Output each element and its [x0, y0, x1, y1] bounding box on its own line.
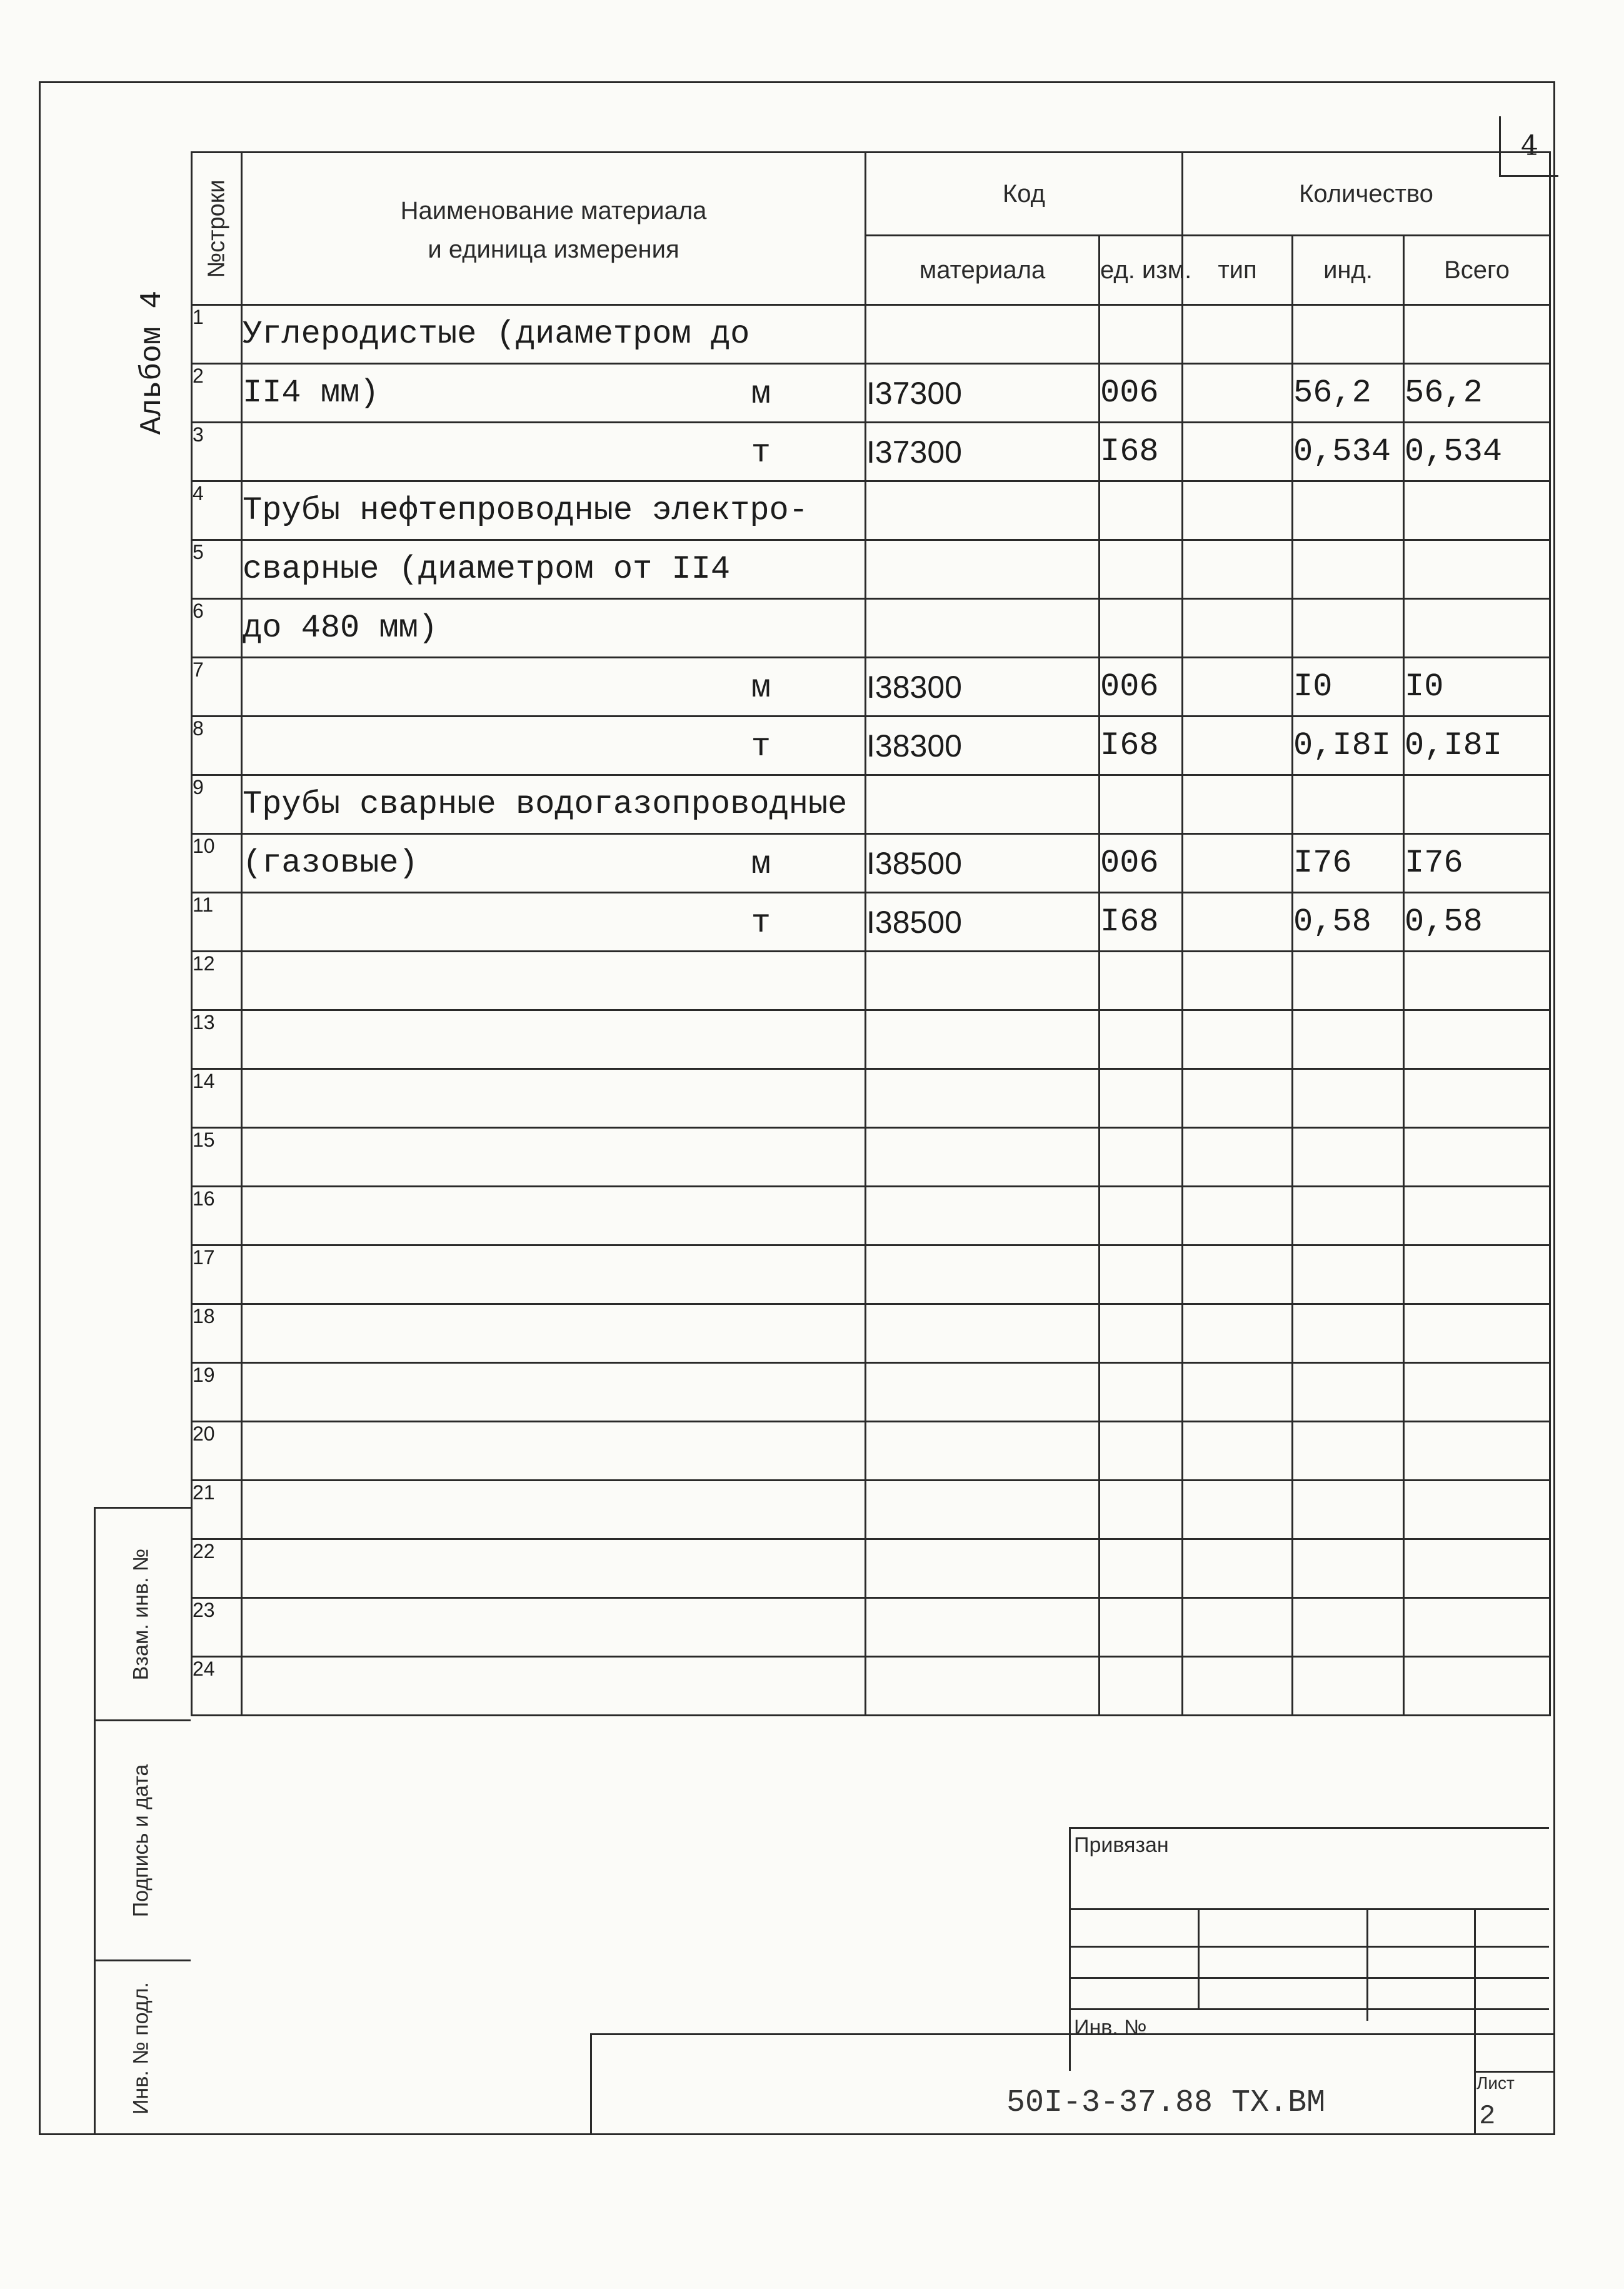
material-name-text: Трубы сварные водогазопроводные — [243, 786, 848, 823]
material-code-cell — [866, 1657, 1100, 1716]
type-cell — [1183, 1304, 1293, 1363]
row-number-cell: 5 — [192, 540, 242, 599]
stamp-line-3 — [1069, 1977, 1549, 1979]
total-cell: 56,2 — [1404, 364, 1550, 423]
side-label-replace-inv: Взам. инв. № — [129, 1548, 153, 1680]
unit-code-cell — [1100, 305, 1183, 364]
total-cell: I0 — [1404, 658, 1550, 717]
unit-code-cell — [1100, 952, 1183, 1010]
unit-text: м — [751, 846, 771, 883]
table-row — [192, 775, 1550, 834]
material-code-header: материала — [866, 236, 1100, 305]
type-cell — [1183, 1657, 1293, 1716]
row-number-cell: 2 — [192, 364, 242, 423]
material-name-cell — [242, 1245, 866, 1304]
unit-text: т — [751, 728, 771, 765]
unit-code-cell: I68 — [1100, 423, 1183, 481]
row-number-cell: 23 — [192, 1598, 242, 1657]
unit-code-cell: 006 — [1100, 658, 1183, 717]
sheet-label: Лист — [1476, 2073, 1515, 2093]
table-row — [192, 1363, 1550, 1422]
total-cell — [1404, 952, 1550, 1010]
ind-cell — [1293, 1069, 1404, 1128]
side-cell-signature-date — [94, 1719, 191, 1959]
material-code-cell — [866, 1187, 1100, 1245]
side-label-inv-original: Инв. № подл. — [129, 1981, 153, 2115]
page-number: 4 — [1499, 116, 1558, 177]
row-number-cell: 24 — [192, 1657, 242, 1716]
total-cell — [1404, 1069, 1550, 1128]
unit-code-cell — [1100, 481, 1183, 540]
material-name-text: II4 мм) — [243, 375, 379, 411]
row-number-cell: 7 — [192, 658, 242, 717]
total-cell — [1404, 1657, 1550, 1716]
material-code-cell — [866, 1363, 1100, 1422]
material-code-cell: I38500 — [866, 893, 1100, 952]
inv-no-label: Инв. № — [1074, 2016, 1147, 2040]
ind-cell — [1293, 1598, 1404, 1657]
table-row — [192, 717, 1550, 775]
total-cell — [1404, 1422, 1550, 1481]
unit-code-cell — [1100, 599, 1183, 658]
table-row — [192, 423, 1550, 481]
material-code-cell — [866, 481, 1100, 540]
unit-code-cell — [1100, 1069, 1183, 1128]
ind-cell — [1293, 1481, 1404, 1539]
unit-code-cell — [1100, 1245, 1183, 1304]
total-cell — [1404, 599, 1550, 658]
type-cell — [1183, 481, 1293, 540]
material-name-cell — [242, 1187, 866, 1245]
type-cell — [1183, 423, 1293, 481]
material-name-cell — [242, 599, 866, 658]
material-code-cell — [866, 1069, 1100, 1128]
ind-cell — [1293, 1187, 1404, 1245]
material-code-cell — [866, 1598, 1100, 1657]
code-group-header: Код — [866, 153, 1183, 236]
table-row — [192, 1539, 1550, 1598]
material-name-cell — [242, 893, 866, 952]
row-number-cell: 8 — [192, 717, 242, 775]
ind-cell — [1293, 1422, 1404, 1481]
row-number-cell: 11 — [192, 893, 242, 952]
unit-text: м — [751, 670, 771, 707]
side-label-signature-date: Подпись и дата — [129, 1764, 153, 1917]
unit-code-cell — [1100, 540, 1183, 599]
ind-cell — [1293, 481, 1404, 540]
unit-code-cell — [1100, 775, 1183, 834]
sheet-number: 2 — [1479, 2101, 1496, 2132]
unit-code-cell — [1100, 1539, 1183, 1598]
material-name-cell — [242, 1304, 866, 1363]
type-cell — [1183, 1187, 1293, 1245]
total-header: Всего — [1404, 236, 1550, 305]
total-cell — [1404, 1539, 1550, 1598]
row-number-cell: 14 — [192, 1069, 242, 1128]
unit-text: м — [751, 376, 771, 413]
ind-cell: 56,2 — [1293, 364, 1404, 423]
ind-cell — [1293, 1363, 1404, 1422]
ind-cell — [1293, 775, 1404, 834]
row-number-cell: 20 — [192, 1422, 242, 1481]
material-name-header-line2: и единица измерения — [428, 235, 679, 263]
ind-header: инд. — [1293, 236, 1404, 305]
ind-cell — [1293, 1245, 1404, 1304]
unit-text: т — [751, 435, 771, 471]
unit-code-cell: I68 — [1100, 893, 1183, 952]
total-cell — [1404, 305, 1550, 364]
type-cell — [1183, 1363, 1293, 1422]
unit-code-cell — [1100, 1422, 1183, 1481]
type-cell — [1183, 1422, 1293, 1481]
unit-code-cell: 006 — [1100, 364, 1183, 423]
unit-code-header: ед. изм. — [1100, 236, 1183, 305]
album-label: Альбом 4 — [136, 290, 169, 435]
stamp-line-4 — [1069, 2008, 1549, 2010]
stamp-line-2 — [1069, 1946, 1549, 1948]
linked-label: Привязан — [1074, 1833, 1169, 1857]
row-number-cell: 10 — [192, 834, 242, 893]
row-number-cell: 6 — [192, 599, 242, 658]
row-number-cell: 21 — [192, 1481, 242, 1539]
material-name-cell — [242, 1481, 866, 1539]
row-number-cell: 4 — [192, 481, 242, 540]
material-code-cell: I38300 — [866, 658, 1100, 717]
type-cell — [1183, 1069, 1293, 1128]
row-number-cell: 9 — [192, 775, 242, 834]
table-row — [192, 1069, 1550, 1128]
material-name-cell — [242, 1539, 866, 1598]
row-number-cell: 16 — [192, 1187, 242, 1245]
table-row — [192, 1481, 1550, 1539]
type-cell — [1183, 599, 1293, 658]
row-number-cell: 15 — [192, 1128, 242, 1187]
table-row — [192, 481, 1550, 540]
material-name-cell — [242, 481, 866, 540]
table-row — [192, 1245, 1550, 1304]
materials-table — [191, 151, 1551, 1716]
type-cell — [1183, 1245, 1293, 1304]
table-row — [192, 1304, 1550, 1363]
type-cell — [1183, 658, 1293, 717]
ind-cell: 0,534 — [1293, 423, 1404, 481]
table-row — [192, 305, 1550, 364]
total-cell — [1404, 1481, 1550, 1539]
material-code-cell: I38500 — [866, 834, 1100, 893]
type-cell — [1183, 1539, 1293, 1598]
sheet-line — [1474, 2071, 1555, 2073]
material-code-cell: I37300 — [866, 364, 1100, 423]
type-cell — [1183, 717, 1293, 775]
material-name-cell — [242, 952, 866, 1010]
material-name-cell — [242, 1128, 866, 1187]
table-row — [192, 1657, 1550, 1716]
table-row — [192, 540, 1550, 599]
unit-code-cell — [1100, 1187, 1183, 1245]
type-cell — [1183, 893, 1293, 952]
material-name-cell — [242, 1598, 866, 1657]
ind-cell — [1293, 540, 1404, 599]
ind-cell — [1293, 1304, 1404, 1363]
side-cell-replace-inv — [94, 1507, 191, 1719]
row-number-cell: 19 — [192, 1363, 242, 1422]
material-code-cell — [866, 305, 1100, 364]
table-row — [192, 1128, 1550, 1187]
material-name-text: до 480 мм) — [243, 610, 438, 646]
unit-code-cell — [1100, 1363, 1183, 1422]
table-row — [192, 1422, 1550, 1481]
ind-cell — [1293, 1657, 1404, 1716]
ind-cell — [1293, 952, 1404, 1010]
row-number-cell: 13 — [192, 1010, 242, 1069]
ind-cell: 0,I8I — [1293, 717, 1404, 775]
type-cell — [1183, 775, 1293, 834]
ind-cell — [1293, 599, 1404, 658]
material-code-cell — [866, 1128, 1100, 1187]
material-code-cell — [866, 599, 1100, 658]
material-code-cell — [866, 1539, 1100, 1598]
type-cell — [1183, 540, 1293, 599]
material-name-cell — [242, 1069, 866, 1128]
material-name-cell — [242, 1010, 866, 1069]
table-row — [192, 1187, 1550, 1245]
material-name-cell — [242, 540, 866, 599]
ind-cell — [1293, 1128, 1404, 1187]
unit-code-cell — [1100, 1657, 1183, 1716]
material-name-cell — [242, 775, 866, 834]
unit-code-cell: I68 — [1100, 717, 1183, 775]
material-name-cell — [242, 1363, 866, 1422]
row-number-cell: 17 — [192, 1245, 242, 1304]
material-name-cell — [242, 717, 866, 775]
type-cell — [1183, 834, 1293, 893]
material-code-cell — [866, 1010, 1100, 1069]
unit-text: т — [751, 905, 771, 942]
unit-code-cell — [1100, 1128, 1183, 1187]
document-designation: 50I-3-37.88 ТХ.ВМ — [1006, 2085, 1326, 2121]
total-cell — [1404, 1363, 1550, 1422]
side-cell-inv-original — [94, 1959, 191, 2135]
ind-cell — [1293, 1010, 1404, 1069]
total-cell: 0,58 — [1404, 893, 1550, 952]
material-name-cell — [242, 658, 866, 717]
material-name-text: Трубы нефтепроводные электро- — [243, 492, 808, 529]
row-number-cell: 22 — [192, 1539, 242, 1598]
type-cell — [1183, 305, 1293, 364]
total-cell — [1404, 1304, 1550, 1363]
stamp-vline-1 — [1198, 1908, 1200, 2008]
table-row — [192, 599, 1550, 658]
ind-cell — [1293, 305, 1404, 364]
type-cell — [1183, 1598, 1293, 1657]
material-name-cell — [242, 834, 866, 893]
ind-cell: I76 — [1293, 834, 1404, 893]
material-name-header-line1: Наименование материала — [400, 196, 707, 224]
material-code-cell — [866, 1245, 1100, 1304]
total-cell: 0,534 — [1404, 423, 1550, 481]
material-name-cell — [242, 1657, 866, 1716]
table-row — [192, 364, 1550, 423]
total-cell: I76 — [1404, 834, 1550, 893]
row-number-cell: 12 — [192, 952, 242, 1010]
row-number-cell: 3 — [192, 423, 242, 481]
type-header: тип — [1183, 236, 1293, 305]
total-cell — [1404, 1187, 1550, 1245]
total-cell — [1404, 1598, 1550, 1657]
table-row — [192, 952, 1550, 1010]
stamp-vline-2 — [1366, 1908, 1368, 2021]
type-cell — [1183, 952, 1293, 1010]
quantity-group-header: Количество — [1183, 153, 1550, 236]
row-number-header: №строки — [192, 153, 242, 305]
material-name-cell — [242, 423, 866, 481]
material-name-header — [242, 153, 866, 305]
ind-cell: 0,58 — [1293, 893, 1404, 952]
stamp-line-1 — [1069, 1908, 1549, 1910]
material-name-cell — [242, 364, 866, 423]
total-cell — [1404, 1128, 1550, 1187]
material-name-text: сварные (диаметром от II4 — [243, 551, 731, 588]
unit-code-cell — [1100, 1304, 1183, 1363]
material-code-cell: I37300 — [866, 423, 1100, 481]
material-code-cell: I38300 — [866, 717, 1100, 775]
table-row — [192, 893, 1550, 952]
material-code-cell — [866, 1481, 1100, 1539]
material-code-cell — [866, 540, 1100, 599]
total-cell: 0,I8I — [1404, 717, 1550, 775]
material-name-text: (газовые) — [243, 845, 418, 882]
material-code-cell — [866, 1304, 1100, 1363]
row-number-cell: 18 — [192, 1304, 242, 1363]
material-code-cell — [866, 1422, 1100, 1481]
type-cell — [1183, 1010, 1293, 1069]
total-cell — [1404, 481, 1550, 540]
material-code-cell — [866, 952, 1100, 1010]
type-cell — [1183, 364, 1293, 423]
material-code-cell — [866, 775, 1100, 834]
ind-cell — [1293, 1539, 1404, 1598]
total-cell — [1404, 775, 1550, 834]
ind-cell: I0 — [1293, 658, 1404, 717]
unit-code-cell — [1100, 1010, 1183, 1069]
material-name-cell — [242, 1422, 866, 1481]
material-name-text: Углеродистые (диаметром до — [243, 316, 750, 353]
unit-code-cell: 006 — [1100, 834, 1183, 893]
unit-code-cell — [1100, 1481, 1183, 1539]
type-cell — [1183, 1481, 1293, 1539]
total-cell — [1404, 540, 1550, 599]
table-row — [192, 1598, 1550, 1657]
total-cell — [1404, 1245, 1550, 1304]
unit-code-cell — [1100, 1598, 1183, 1657]
table-row — [192, 834, 1550, 893]
row-number-cell: 1 — [192, 305, 242, 364]
total-cell — [1404, 1010, 1550, 1069]
material-name-cell — [242, 305, 866, 364]
table-row — [192, 1010, 1550, 1069]
type-cell — [1183, 1128, 1293, 1187]
table-row — [192, 658, 1550, 717]
